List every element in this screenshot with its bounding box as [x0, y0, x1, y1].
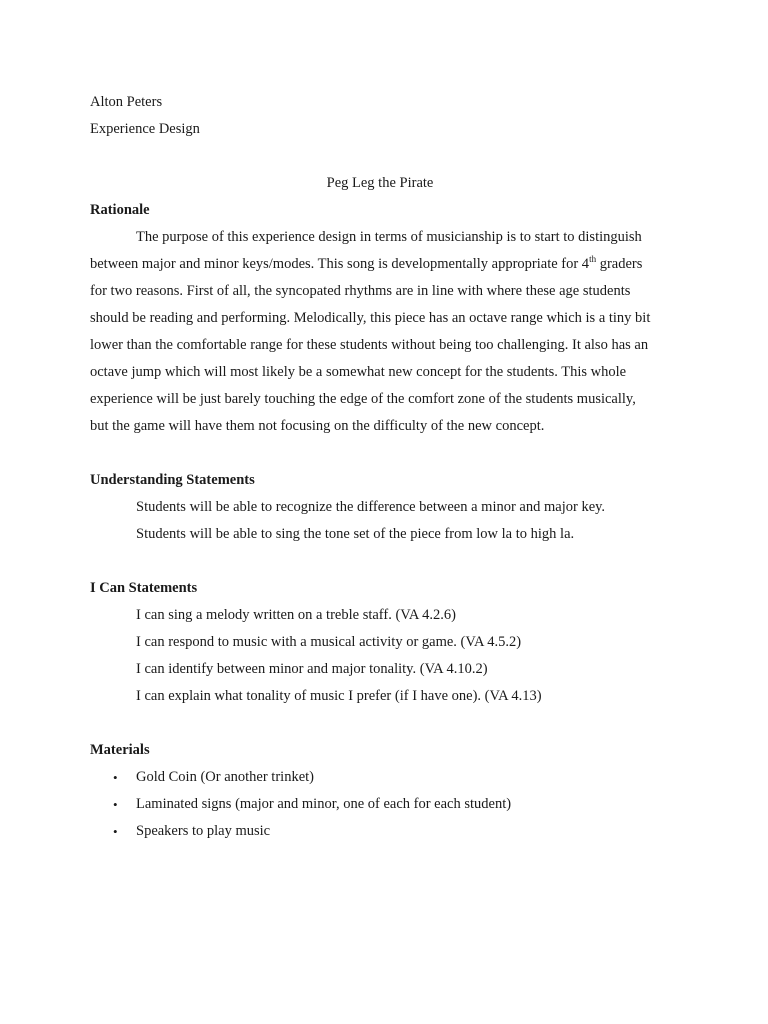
materials-item-text: Gold Coin (Or another trinket): [136, 769, 314, 785]
rationale-line: should be reading and performing. Melodically, this piece has an octave range which is a tiny bit: [90, 310, 651, 326]
i-can-heading: I Can Statements: [90, 580, 198, 596]
rationale-line: but the game will have them not focusing on the difficulty of the new concept.: [90, 418, 545, 434]
i-can-statement: I can respond to music with a musical activity or game. (VA 4.5.2): [136, 634, 522, 650]
materials-list-item: [90, 791, 670, 818]
rationale-line: The purpose of this experience design in terms of musicianship is to start to distinguish: [136, 229, 642, 245]
i-can-statement: I can sing a melody written on a treble staff. (VA 4.2.6): [136, 607, 456, 623]
understanding-heading: Understanding Statements: [90, 472, 255, 488]
understanding-statement: Students will be able to recognize the difference between a minor and major key.: [136, 499, 606, 515]
rationale-line: octave jump which will most likely be a somewhat new concept for the students. This whole: [90, 364, 627, 380]
document-type: Experience Design: [90, 121, 200, 137]
document-title: Peg Leg the Pirate: [326, 175, 434, 191]
bullet-icon: •: [113, 797, 118, 812]
materials-item-text: Speakers to play music: [136, 823, 271, 839]
rationale-line-text: between major and minor keys/modes. This song is developmentally appropriate for 4: [90, 256, 590, 272]
document-page: [90, 89, 670, 845]
bullet-icon: •: [113, 770, 118, 785]
materials-list-item: [90, 818, 670, 845]
understanding-statement: Students will be able to sing the tone set of the piece from low la to high la.: [136, 526, 575, 542]
rationale-line-tail: graders: [596, 256, 643, 272]
i-can-statement: I can identify between minor and major tonality. (VA 4.10.2): [136, 661, 488, 677]
bullet-icon: •: [113, 824, 118, 839]
ordinal-suffix: th: [589, 254, 597, 265]
materials-list-item: [90, 764, 670, 791]
materials-item-text: Laminated signs (major and minor, one of each for each student): [136, 796, 512, 812]
rationale-paragraph: [90, 224, 670, 440]
i-can-statement: I can explain what tonality of music I prefer (if I have one). (VA 4.13): [136, 688, 542, 704]
rationale-line: for two reasons. First of all, the syncopated rhythms are in line with where these age students: [90, 283, 631, 299]
materials-heading: Materials: [90, 742, 150, 758]
rationale-line: experience will be just barely touching the edge of the comfort zone of the students musically,: [90, 391, 636, 407]
rationale-line: [90, 251, 670, 278]
rationale-heading: Rationale: [90, 202, 150, 218]
rationale-line: lower than the comfortable range for these students without being too challenging. It also has an: [90, 337, 649, 353]
author-name: Alton Peters: [90, 94, 163, 110]
